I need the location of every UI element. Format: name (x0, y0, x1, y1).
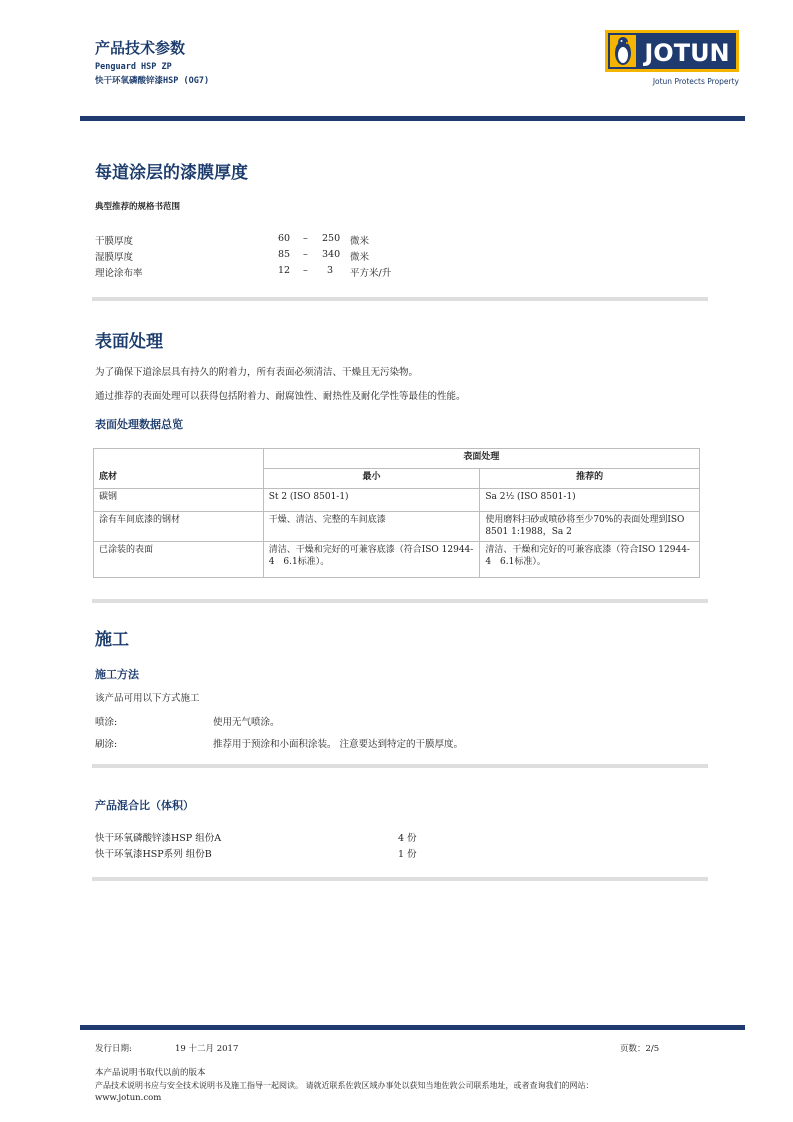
issue-date: 19 十二月 2017 (175, 1044, 239, 1054)
cell-substrate: 已涂装的表面 (94, 542, 264, 578)
film-dash: – (303, 265, 308, 276)
table-row (94, 489, 700, 512)
film-max: 340 (322, 249, 341, 260)
application-title: 施工 (95, 630, 129, 650)
section-divider (92, 599, 708, 603)
method-label-brush: 刷涂: (95, 739, 118, 750)
section-divider (92, 877, 708, 881)
film-label: 干膜厚度 (95, 236, 134, 247)
product-subtitle: 快干环氧磷酸锌漆HSP (OG7) (95, 76, 210, 86)
cell-substrate: 碳钢 (94, 489, 264, 512)
cell-rec: 清洁、干燥和完好的可兼容底漆（符合ISO 12944-4 6.1标准）。 (480, 542, 700, 578)
film-row-wft (95, 249, 455, 265)
issue-date-label: 发行日期: (95, 1044, 132, 1054)
header-divider (80, 116, 745, 121)
footer-website[interactable]: www.jotun.com (95, 1093, 162, 1103)
film-max: 3 (327, 265, 334, 276)
cell-min: 干燥、清洁、完整的车间底漆 (263, 512, 480, 542)
footer-read-note: 产品技术说明书应与安全技术说明书及施工指导一起阅读。 请就近联系佐敦区域办事处以获知当地佐敦公司联系地址，或者查询我们的网站： (95, 1081, 594, 1090)
application-intro: 该产品可用以下方式施工 (95, 693, 200, 704)
cell-rec: Sa 2½ (ISO 8501-1) (480, 489, 700, 512)
logo-text: JOTUN (644, 39, 730, 67)
film-thickness-title: 每道涂层的漆膜厚度 (95, 163, 248, 183)
film-min: 85 (278, 249, 291, 260)
cell-rec: 使用磨料扫砂或喷砂将至少70%的表面处理到ISO 8501 1:1988，Sa 2 (480, 512, 700, 542)
surface-para-1: 为了确保下道涂层具有持久的附着力，所有表面必须清洁、干燥且无污染物。 (95, 367, 419, 378)
film-row-dft (95, 233, 455, 249)
jotun-logo (605, 30, 739, 72)
cell-min: 清洁、干燥和完好的可兼容底漆（符合ISO 12944-4 6.1标准）。 (263, 542, 480, 578)
surface-summary-title: 表面处理数据总览 (95, 418, 183, 431)
footer-divider (80, 1025, 745, 1030)
method-text-spray: 使用无气喷涂。 (213, 717, 280, 728)
mix-label-b: 快干环氧漆HSP系列 组份B (95, 849, 212, 860)
film-label: 湿膜厚度 (95, 252, 134, 263)
section-divider (92, 297, 708, 301)
col-min-header: 最小 (263, 469, 480, 489)
col-substrate-header: 底材 (94, 469, 264, 489)
table-header-row (94, 469, 700, 489)
table-header-row (94, 449, 700, 469)
mix-ratio-title: 产品混合比（体积） (95, 799, 194, 812)
product-name: Penguard HSP ZP (95, 62, 172, 72)
surface-prep-table (93, 448, 700, 578)
mix-value-b: 1 份 (398, 849, 417, 860)
film-max: 250 (322, 233, 341, 244)
page-number: 页数：2/5 (620, 1044, 660, 1054)
method-text-brush: 推荐用于预涂和小面积涂装。 注意要达到特定的干膜厚度。 (213, 739, 464, 750)
application-method-title: 施工方法 (95, 668, 139, 681)
table-row (94, 512, 700, 542)
film-unit: 微米 (350, 252, 370, 263)
logo-tagline: Jotun Protects Property (652, 77, 739, 86)
footer-supersede-note: 本产品说明书取代以前的版本 (95, 1068, 206, 1078)
table-row (94, 542, 700, 578)
surface-prep-title: 表面处理 (95, 332, 163, 352)
film-unit: 平方米/升 (350, 268, 392, 279)
film-min: 12 (278, 265, 291, 276)
cell-substrate: 涂有车间底漆的钢材 (94, 512, 264, 542)
film-dash: – (303, 249, 308, 260)
film-unit: 微米 (350, 236, 370, 247)
film-spec-subtitle: 典型推荐的规格书范围 (95, 202, 181, 212)
method-label-spray: 喷涂: (95, 717, 118, 728)
table-group-header: 表面处理 (263, 449, 699, 469)
cell-min: St 2 (ISO 8501-1) (263, 489, 480, 512)
col-rec-header: 推荐的 (480, 469, 700, 489)
document-title: 产品技术参数 (95, 39, 186, 57)
mix-value-a: 4 份 (398, 833, 417, 844)
film-min: 60 (278, 233, 291, 244)
section-divider (92, 764, 708, 768)
mix-label-a: 快干环氧磷酸锌漆HSP 组份A (95, 833, 222, 844)
surface-para-2: 通过推荐的表面处理可以获得包括附着力、耐腐蚀性、耐热性及耐化学性等最佳的性能。 (95, 391, 466, 402)
film-label: 理论涂布率 (95, 268, 143, 279)
film-row-spread (95, 265, 455, 281)
film-dash: – (303, 233, 308, 244)
